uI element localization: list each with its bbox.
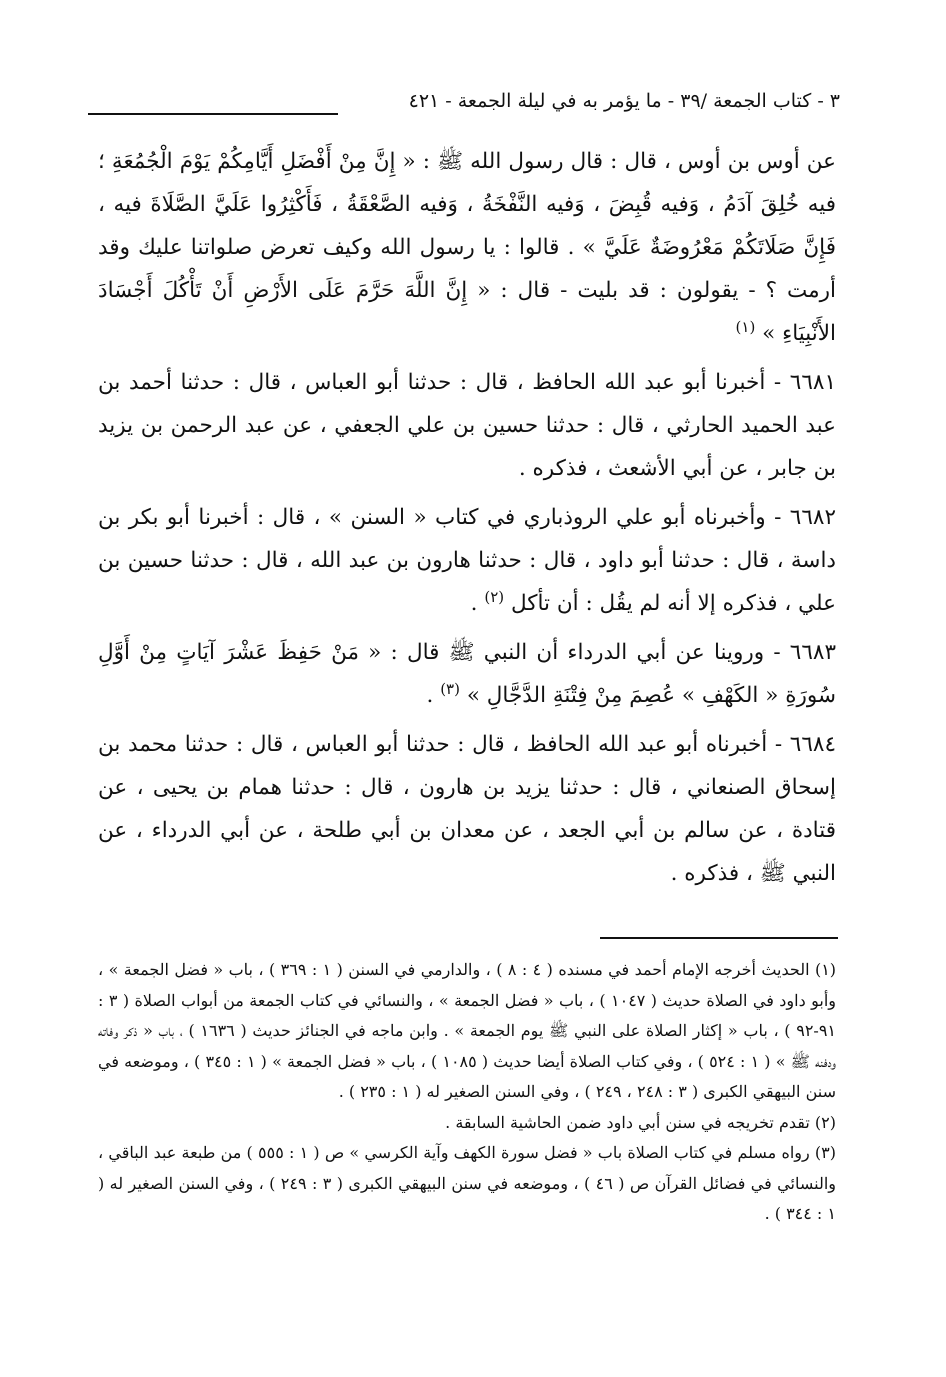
hadith-paragraph xyxy=(98,361,836,490)
paragraph-tail: . xyxy=(426,683,441,708)
footnotes xyxy=(98,955,836,1230)
paragraph-text: ٦٦٨٤ - أخبرناه أبو عبد الله الحافظ ، قال : حدثنا أبو العباس ، قال : حدثنا محمد بن إسحاق الصنعاني ، قال : حدثنا يزيد بن هارون ، قال : حدثنا همام بن يحيى ، عن قتادة ، عن سالم بن أبي الجعد ، عن معدان بن أبي طلحة ، عن أبي الدرداء ، عن النبي ﷺ ، فذكره . xyxy=(98,732,836,886)
main-text xyxy=(98,140,836,901)
hadith-paragraph xyxy=(98,723,836,895)
footnote: (٢) تقدم تخريجه في سنن أبي داود ضمن الحاشية السابقة . xyxy=(445,1112,836,1132)
paragraph-text: ٦٦٨١ - أخبرنا أبو عبد الله الحافظ ، قال : حدثنا أبو العباس ، قال : حدثنا أحمد بن عبد الحميد الحارثي ، قال : حدثنا حسين بن علي الجعفي ، عن عبد الرحمن بن يزيد بن جابر ، عن أبي الأشعث ، فذكره . xyxy=(98,370,836,481)
hadith-paragraph xyxy=(98,140,836,355)
footnote-separator xyxy=(600,937,838,939)
paragraph-text: ٦٦٨٣ - وروينا عن أبي الدرداء أن النبي ﷺ قال : « مَنْ حَفِظَ عَشْرَ آيَاتٍ مِنْ أَوَّلِ سُورَةِ « الكَهْفِ » عُصِمَ مِنْ فِتْنَةِ الدَّجَّالِ » xyxy=(98,640,836,708)
footnote-ref: (١) xyxy=(735,317,756,336)
footnote-ref: (٢) xyxy=(484,587,505,606)
footnote: (٣) رواه مسلم في كتاب الصلاة باب « فضل سورة الكهف وآية الكرسي » ص ( ١ : ٥٥٥ ) من طبعة عبد الباقي ، والنسائي في فضائل القرآن ص ( ٤٦ ) ، وموضعه في سنن البيهقي الكبرى ( ٣ : ٢٤٩ ) ، وفي السنن الصغير له ( ١ : ٣٤٤ ) . xyxy=(98,1143,837,1223)
header-rule xyxy=(88,113,338,115)
running-header xyxy=(88,88,840,120)
paragraph-tail: . xyxy=(470,591,485,616)
running-title: ٣ - كتاب الجمعة /٣٩ - ما يؤمر به في ليلة الجمعة - ٤٢١ xyxy=(408,90,840,112)
hadith-paragraph xyxy=(98,496,836,625)
paragraph-text: عن أوس بن أوس ، قال : قال رسول الله ﷺ : « إِنَّ مِنْ أَفْضَلِ أَيَّامِكُمْ يَوْمَ الْجُمُعَةِ ؛ فيه خُلِقَ آدَمُ ، وَفيه قُبِضَ ، وَفيه النَّفْخَةُ ، وَفيه الصَّعْقَةُ ، فَأَكْثِرُوا عَلَيَّ الصَّلَاةَ فيه ، فَإِنَّ صَلَاتَكُمْ مَعْرُوضَةٌ عَلَيَّ » . قالوا : يا رسول الله وكيف تعرض صلواتنا عليك وقد أرمت ؟ - يقولون : قد بليت - قال : « إِنَّ اللَّهَ حَرَّمَ عَلَى الأَرْضِ أَنْ تَأْكُلَ أَجْسَادَ الأَنْبِيَاءِ » xyxy=(98,149,836,346)
paragraph-text: ٦٦٨٢ - وأخبرناه أبو علي الروذباري في كتاب « السنن » ، قال : أخبرنا أبو بكر بن داسة ، قال : حدثنا أبو داود ، قال : حدثنا هارون بن عبد الله ، قال : حدثنا حسين بن علي ، فذكره إلا أنه لم يقُل : أن تأكل xyxy=(98,505,836,616)
hadith-paragraph xyxy=(98,631,836,717)
footnote: (١) الحديث أخرجه الإمام أحمد في مسنده ( ٤ : ٨ ) ، والدارمي في السنن ( ١ : ٣٦٩ ) ، باب « فضل الجمعة » ، وأبو داود في الصلاة حديث ( ١٠٤٧ ) ، باب « فضل الجمعة » ، والنسائي في كتاب الجمعة من أبواب الصلاة ( ٣ : ٩١-٩٢ ) ، باب « إكثار الصلاة على النبي ﷺ يوم الجمعة » . وابن ماجه في الجنائز حديث ( ١٦٣٦ ) ، باب « ذكر وفاته ودفنه ﷺ » ( ١ : ٥٢٤ ) ، وفي كتاب الصلاة أيضا حديث ( ١٠٨٥ ) ، باب « فضل الجمعة » ( ١ : ٣٤٥ ) ، وموضعه في سنن البيهقي الكبرى ( ٣ : ٢٤٨ ، ٢٤٩ ) ، وفي السنن الصغير له ( ١ : ٢٣٥ ) . xyxy=(98,960,837,1101)
footnote-ref: (٣) xyxy=(440,679,460,698)
